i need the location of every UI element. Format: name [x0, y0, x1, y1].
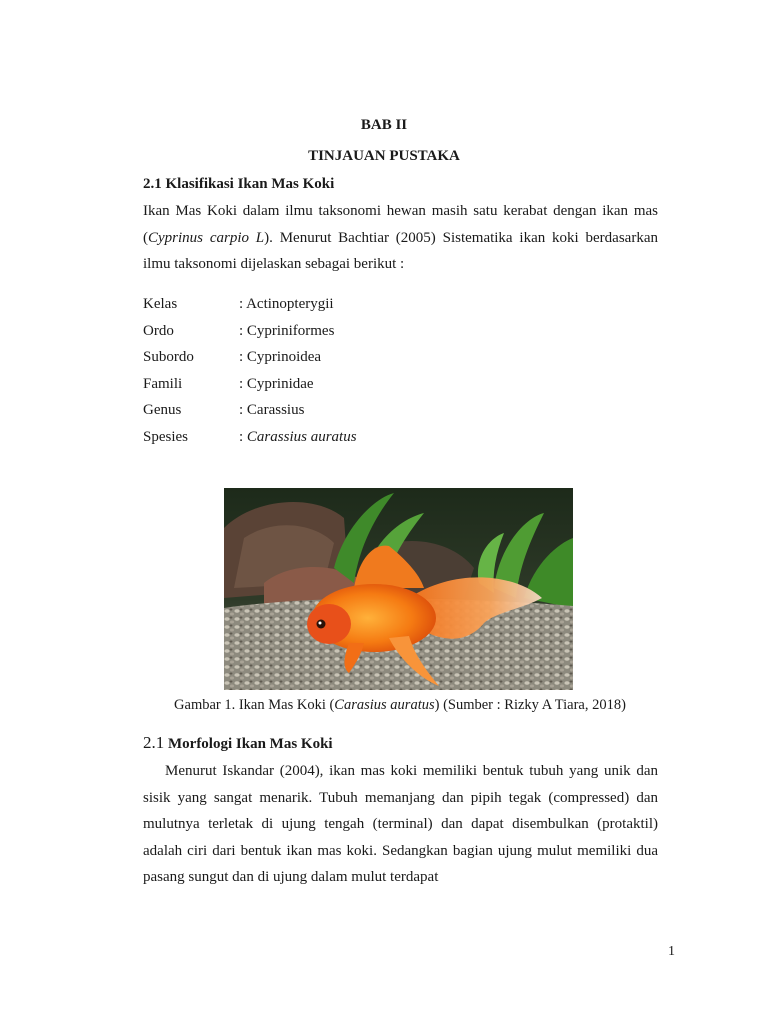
- paragraph-line: (Cyprinus carpio L). Menurut Bachtiar (2005) Sistematika ikan koki berdasarkan: [143, 229, 658, 246]
- chapter-label: BAB II: [360, 117, 408, 133]
- goldfish-photo: [224, 488, 573, 690]
- paragraph-line: adalah ciri dari bentuk ikan mas koki. Sedangkan bagian ujung mulut memiliki dua: [143, 842, 658, 859]
- taxonomy-key: Subordo: [143, 349, 194, 366]
- paragraph-line: ilmu taksonomi dijelaskan sebagai berikut :: [143, 256, 405, 272]
- paragraph-line: Ikan Mas Koki dalam ilmu taksonomi hewan masih satu kerabat dengan ikan mas: [143, 203, 658, 219]
- paragraph-klasifikasi: [143, 198, 658, 278]
- taxonomy-key: Kelas: [143, 296, 178, 312]
- page-number: 1: [668, 944, 675, 959]
- taxonomy-row: [143, 296, 357, 323]
- taxonomy-row: [143, 323, 357, 350]
- taxonomy-value: : Cypriniformes: [239, 322, 335, 339]
- taxonomy-value: : Cyprinidae: [239, 375, 314, 392]
- paragraph-line: Menurut Iskandar (2004), ikan mas koki memiliki bentuk tubuh yang unik dan: [165, 763, 658, 779]
- taxonomy-row: [143, 376, 357, 403]
- caption-suffix: ) (Sumber : Rizky A Tiara, 2018): [434, 697, 626, 713]
- taxonomy-key: Genus: [143, 402, 182, 419]
- caption-prefix: Gambar 1. Ikan Mas Koki (: [174, 697, 335, 713]
- paragraph-line: pasang sungut dan di ujung dalam mulut terdapat: [143, 869, 439, 885]
- paragraph-line: mulutnya terletak di ujung tengah (terminal) dan dapat disembulkan (protaktil): [143, 816, 658, 832]
- caption-species: Carasius auratus: [334, 697, 435, 713]
- section-title: Morfologi Ikan Mas Koki: [168, 736, 333, 752]
- taxonomy-list: [143, 296, 357, 456]
- taxonomy-key: Ordo: [143, 322, 174, 339]
- taxonomy-value: : Actinopterygii: [239, 296, 334, 312]
- taxonomy-key: Spesies: [143, 428, 188, 445]
- section-number: 2.1: [143, 733, 165, 752]
- paragraph-morfologi: [143, 758, 658, 891]
- taxonomy-row: [143, 402, 357, 429]
- taxonomy-value: : Cyprinoidea: [239, 349, 322, 366]
- paragraph-line: sisik yang sangat menarik. Tubuh memanjang dan pipih tegak (compressed) dan: [143, 789, 658, 806]
- taxonomy-value: : Carassius: [239, 402, 305, 419]
- taxonomy-value-species: : Carassius auratus: [239, 428, 357, 445]
- taxonomy-key: Famili: [143, 375, 183, 392]
- taxonomy-row: [143, 429, 357, 456]
- chapter-title: TINJAUAN PUSTAKA: [308, 148, 460, 164]
- figure-caption: [0, 697, 768, 714]
- section-heading-morfologi: [143, 733, 333, 753]
- taxonomy-row: [143, 349, 357, 376]
- section-heading-klasifikasi: 2.1 Klasifikasi Ikan Mas Koki: [143, 176, 335, 192]
